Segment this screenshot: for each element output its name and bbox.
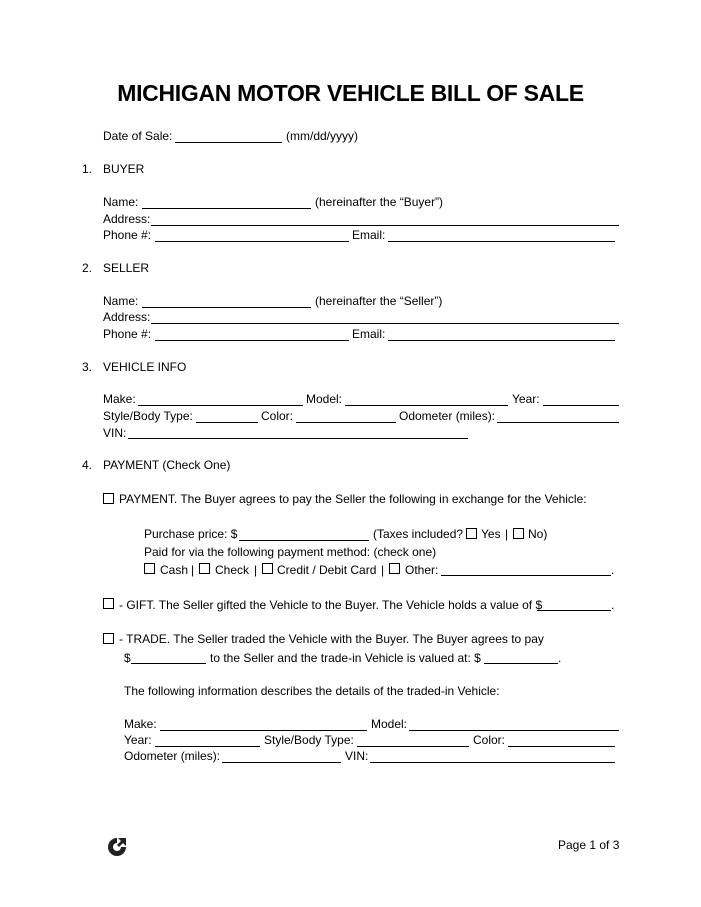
vehicle-year-label: Year:	[512, 392, 540, 406]
vehicle-style-field[interactable]	[196, 422, 258, 423]
tradein-vin-field[interactable]	[370, 762, 615, 763]
period: .	[558, 651, 562, 665]
trade-option-text: - TRADE. The Seller traded the Vehicle with the Buyer. The Buyer agrees to pay	[119, 632, 544, 646]
seller-name-note: (hereinafter the “Seller”)	[315, 294, 443, 308]
buyer-phone-field[interactable]	[155, 241, 349, 242]
other-checkbox[interactable]	[389, 563, 400, 574]
vehicle-vin-field[interactable]	[128, 438, 468, 439]
trade-dollar-sign: $	[124, 651, 131, 665]
separator: |	[191, 563, 195, 577]
section-heading-vehicle: VEHICLE INFO	[103, 360, 187, 374]
trade-payment-field[interactable]	[131, 663, 206, 664]
buyer-email-label: Email:	[352, 228, 386, 242]
vehicle-make-field[interactable]	[138, 405, 303, 406]
section-number: 1.	[82, 162, 93, 176]
trade-option-checkbox[interactable]	[103, 633, 114, 644]
taxes-included-label: (Taxes included?	[373, 527, 464, 541]
separator: |	[505, 527, 509, 541]
tradein-vin-label: VIN:	[345, 749, 369, 763]
tradein-color-label: Color:	[473, 733, 506, 747]
taxes-no-checkbox[interactable]	[513, 528, 524, 539]
taxes-yes-checkbox[interactable]	[466, 528, 477, 539]
vehicle-model-label: Model:	[306, 392, 343, 406]
period: .	[611, 563, 615, 577]
tradein-style-field[interactable]	[357, 746, 469, 747]
buyer-name-note: (hereinafter the “Buyer”)	[315, 195, 444, 209]
period: .	[611, 598, 615, 612]
section-heading-seller: SELLER	[103, 261, 150, 275]
taxes-yes-label: Yes	[481, 527, 501, 541]
vehicle-odometer-field[interactable]	[497, 422, 619, 423]
date-format-hint: (mm/dd/yyyy)	[286, 129, 358, 143]
purchase-price-label: Purchase price: $	[144, 527, 238, 541]
vehicle-model-field[interactable]	[345, 405, 508, 406]
seller-email-label: Email:	[352, 327, 386, 341]
gift-option-text: - GIFT. The Seller gifted the Vehicle to the Buyer. The Vehicle holds a value of $	[119, 598, 543, 612]
separator: |	[381, 563, 385, 577]
vehicle-style-label: Style/Body Type:	[103, 409, 193, 423]
section-heading-payment: PAYMENT (Check One)	[103, 458, 231, 472]
cash-label: Cash	[160, 563, 189, 577]
tradein-intro: The following information describes the details of the traded-in Vehicle:	[124, 684, 500, 698]
section-number: 2.	[82, 261, 93, 275]
buyer-address-field[interactable]	[151, 225, 619, 226]
gift-option-checkbox[interactable]	[103, 598, 114, 609]
document-title: MICHIGAN MOTOR VEHICLE BILL OF SALE	[117, 80, 584, 106]
credit-debit-label: Credit / Debit Card	[277, 563, 377, 577]
seller-address-label: Address:	[103, 310, 151, 324]
buyer-name-field[interactable]	[142, 208, 311, 209]
brand-logo-icon	[106, 836, 128, 858]
section-number: 3.	[82, 360, 93, 374]
tradein-make-label: Make:	[124, 717, 157, 731]
check-label: Check	[215, 563, 250, 577]
vehicle-odometer-label: Odometer (miles):	[399, 409, 496, 423]
seller-email-field[interactable]	[388, 340, 615, 341]
section-heading-buyer: BUYER	[103, 162, 145, 176]
other-label: Other:	[405, 563, 439, 577]
tradein-model-field[interactable]	[409, 730, 619, 731]
page-number: Page 1 of 3	[558, 838, 620, 852]
tradein-make-field[interactable]	[160, 730, 367, 731]
tradein-year-field[interactable]	[155, 746, 260, 747]
buyer-email-field[interactable]	[388, 241, 615, 242]
tradein-year-label: Year:	[124, 733, 152, 747]
gift-value-field[interactable]	[537, 610, 611, 611]
buyer-name-label: Name:	[103, 195, 139, 209]
payment-method-label: Paid for via the following payment method: (check one)	[144, 545, 437, 559]
buyer-address-label: Address:	[103, 212, 151, 226]
separator: |	[254, 563, 258, 577]
other-method-field[interactable]	[441, 575, 611, 576]
credit-debit-checkbox[interactable]	[262, 563, 273, 574]
seller-phone-label: Phone #:	[103, 327, 152, 341]
trade-mid-text: to the Seller and the trade-in Vehicle is valued at: $	[210, 651, 481, 665]
cash-checkbox[interactable]	[144, 563, 155, 574]
seller-name-field[interactable]	[142, 307, 311, 308]
tradein-style-label: Style/Body Type:	[264, 733, 354, 747]
vehicle-year-field[interactable]	[543, 405, 619, 406]
date-of-sale-field[interactable]	[175, 142, 282, 143]
taxes-no-label: No)	[528, 527, 548, 541]
tradein-odometer-field[interactable]	[222, 762, 341, 763]
payment-option-text: PAYMENT. The Buyer agrees to pay the Seller the following in exchange for the Vehicle:	[119, 492, 587, 506]
seller-name-label: Name:	[103, 294, 139, 308]
vehicle-color-field[interactable]	[296, 422, 396, 423]
tradein-value-field[interactable]	[484, 663, 558, 664]
date-of-sale-label: Date of Sale:	[103, 129, 173, 143]
vehicle-make-label: Make:	[103, 392, 136, 406]
tradein-color-field[interactable]	[508, 746, 615, 747]
vehicle-color-label: Color:	[261, 409, 294, 423]
payment-option-checkbox[interactable]	[103, 493, 114, 504]
purchase-price-field[interactable]	[239, 540, 369, 541]
seller-address-field[interactable]	[151, 323, 619, 324]
tradein-odometer-label: Odometer (miles):	[124, 749, 221, 763]
section-number: 4.	[82, 458, 93, 472]
tradein-model-label: Model:	[371, 717, 408, 731]
vehicle-vin-label: VIN:	[103, 426, 127, 440]
buyer-phone-label: Phone #:	[103, 228, 152, 242]
seller-phone-field[interactable]	[155, 340, 349, 341]
check-checkbox[interactable]	[199, 563, 210, 574]
